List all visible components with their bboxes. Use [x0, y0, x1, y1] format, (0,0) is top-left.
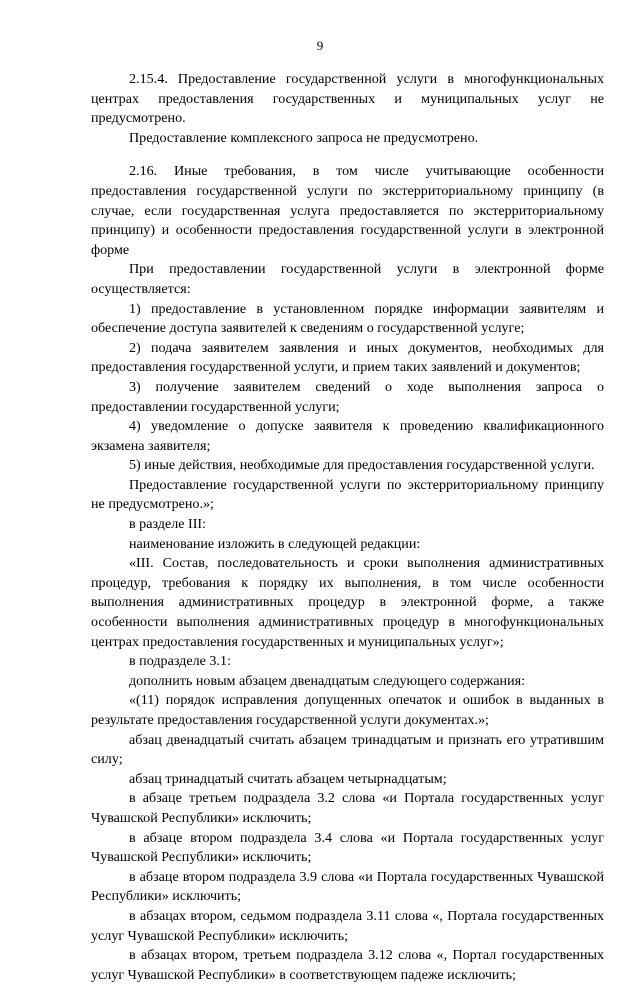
paragraph-subsection-3-9: в абзаце втором подраздела 3.9 слова «и Портала государственных Чувашской Республики» исключить; — [91, 868, 604, 905]
list-item-4: 4) уведомление о допуске заявителя к проведению квалификационного экзамена заявителя; — [91, 418, 604, 454]
paragraph-subsection-3-2: в абзаце третьем подраздела 3.2 слова «и Портала государственных услуг Чувашской Республики» исключить; — [91, 790, 604, 826]
paragraph-electronic-intro: При предоставлении государственной услуги в электронной форме осуществляется: — [91, 261, 604, 297]
paragraph-item-11: «(11) порядок исправления допущенных опечаток и ошибок в выданных в результате предоставления государственной услуги документах.»; — [91, 692, 604, 728]
paragraph-extraterritorial: Предоставление государственной услуги по экстерриториальному принципу не предусмотрено.»; — [91, 476, 604, 513]
paragraph-spacer — [91, 148, 604, 162]
paragraph-thirteenth-to-fourteenth: абзац тринадцатый считать абзацем четырнадцатым; — [129, 770, 447, 787]
list-item-5: 5) иные действия, необходимые для предоставления государственной услуги. — [129, 457, 595, 474]
paragraph-section-iii: в разделе III: — [129, 516, 207, 533]
paragraph-subsection-3-11: в абзацах втором, седьмом подраздела 3.11 слова «, Портала государственных услуг Чувашской Республики» исключить; — [91, 907, 604, 944]
list-item-3: 3) получение заявителем сведений о ходе выполнения запроса о предоставлении государственной услуги; — [91, 378, 604, 415]
page-number: 9 — [316, 38, 324, 53]
paragraph-subsection-3-1: в подразделе 3.1: — [129, 653, 231, 670]
paragraph-2-15-4: 2.15.4. Предоставление государственной услуги в многофункциональных центрах предоставления государственных и муниципальных услуг не предусмотрено. — [91, 71, 604, 127]
paragraph-complex-request: Предоставление комплексного запроса не предусмотрено. — [129, 129, 479, 146]
paragraph-twelfth-to-thirteenth: абзац двенадцатый считать абзацем тринадцатым и признать его утратившим силу; — [91, 731, 604, 768]
paragraph-subsection-3-12: в абзацах втором, третьем подраздела 3.12 слова «, Портал государственных услуг Чувашской Республики» в соответствующем падеже исключить; — [91, 947, 604, 983]
paragraph-add-twelfth: дополнить новым абзацем двенадцатым следующего содержания: — [129, 672, 526, 689]
paragraph-subsection-3-4: в абзаце втором подраздела 3.4 слова «и Портала государственных услуг Чувашской Республики» исключить; — [91, 829, 604, 866]
list-item-1: 1) предоставление в установленном порядке информации заявителям и обеспечение доступа заявителей к сведениям о государственной услуге; — [91, 300, 604, 337]
paragraph-section-iii-title: «III. Состав, последовательность и сроки выполнения административных процедур, требования к порядку их выполнения, в том числе особенности выполнения административных процедур в электронной форме, а также особенности выполнения административных процедур в многофункциональных центрах предоставления государственных и муниципальных услуг»; — [91, 555, 604, 650]
paragraph-title-wording: наименование изложить в следующей редакции: — [129, 535, 421, 552]
list-item-2: 2) подача заявителем заявления и иных документов, необходимых для предоставления государственной услуги, и прием таких заявлений и документов; — [91, 339, 604, 376]
document-body — [91, 70, 604, 985]
paragraph-2-16-heading: 2.16. Иные требования, в том числе учитывающие особенности предоставления государственной услуги по экстерриториальному принципу (в случае, если государственная услуга предоставляется по экстерриториальному принципу) и особенности предоставления государственной услуги в электронной форме — [91, 163, 604, 258]
